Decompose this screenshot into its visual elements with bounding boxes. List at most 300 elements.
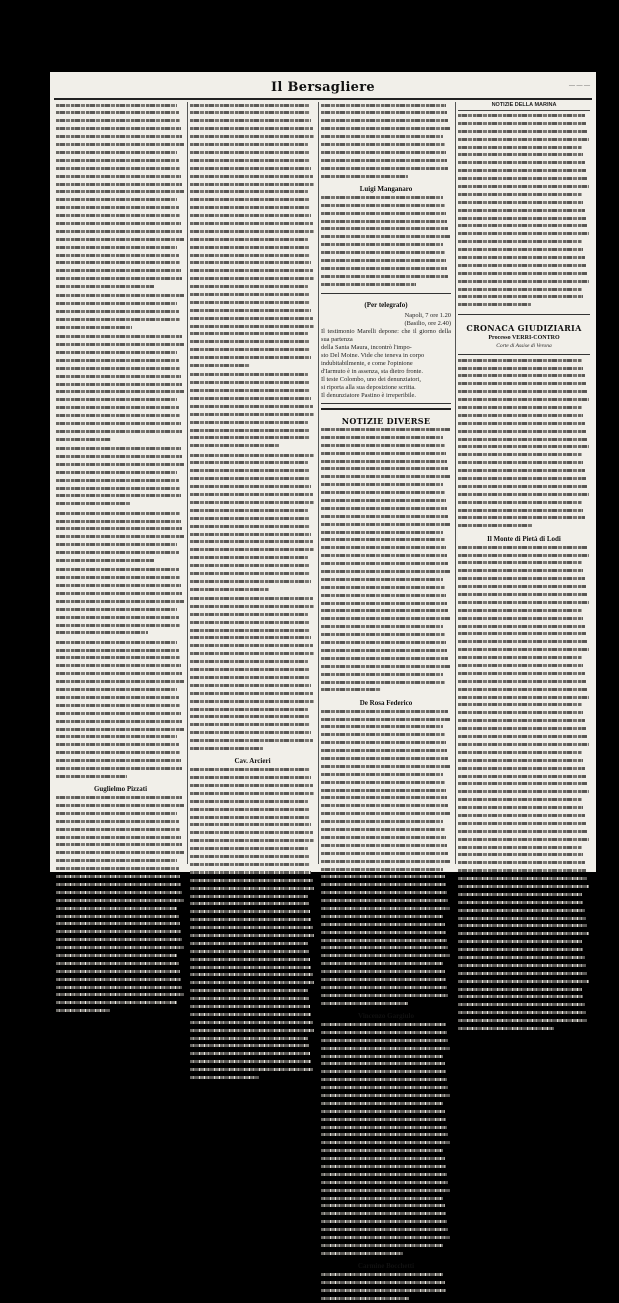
text-line — [458, 295, 590, 301]
text-line — [321, 546, 451, 552]
text-line — [190, 533, 315, 539]
text-line — [458, 735, 590, 741]
text-line — [458, 696, 590, 702]
text-line — [458, 485, 590, 491]
text-line — [56, 343, 185, 349]
text-line — [190, 469, 315, 475]
text-line — [190, 660, 315, 666]
text-line — [458, 680, 590, 686]
text-line — [321, 978, 451, 984]
text-line — [190, 800, 315, 806]
text-line — [56, 576, 185, 582]
text-line — [190, 831, 315, 837]
text-line — [321, 907, 451, 913]
notizie-diverse-heading: NOTIZIE DIVERSE — [341, 416, 431, 426]
text-line — [190, 855, 315, 861]
text-line — [321, 220, 451, 226]
article-heading: De Rosa Federico — [359, 698, 413, 707]
text-line — [458, 917, 590, 923]
text-line — [321, 789, 451, 795]
text-line — [56, 143, 185, 149]
text-line — [321, 251, 451, 257]
text-line — [458, 632, 590, 638]
text-line — [321, 1281, 451, 1287]
text-line — [458, 177, 590, 183]
text-line — [458, 909, 590, 915]
text-line — [321, 151, 451, 157]
text-line — [190, 548, 315, 554]
text-line — [321, 844, 451, 850]
text-line — [458, 822, 590, 828]
text-line — [56, 222, 185, 228]
text-line — [56, 551, 185, 557]
text-line — [321, 523, 451, 529]
text-line — [190, 902, 315, 908]
text-line — [321, 135, 451, 141]
text-line — [190, 731, 315, 737]
article-paragraph — [190, 454, 315, 594]
text-line — [458, 972, 590, 978]
text-line — [458, 798, 590, 804]
text-line — [56, 335, 185, 341]
text-line — [458, 767, 590, 773]
text-line — [56, 390, 185, 396]
text-line — [56, 843, 185, 849]
text-line — [190, 293, 315, 299]
text-line — [458, 430, 590, 436]
text-line — [458, 469, 590, 475]
text-line — [190, 540, 315, 546]
text-line — [321, 1252, 451, 1258]
text-line — [190, 1052, 315, 1058]
text-line — [458, 138, 590, 144]
text-line — [56, 820, 185, 826]
text-line — [321, 235, 451, 241]
text-line — [190, 644, 315, 650]
text-line — [321, 1086, 451, 1092]
text-line — [56, 559, 185, 565]
text-line — [321, 649, 451, 655]
text-line — [190, 629, 315, 635]
text-line — [190, 525, 315, 531]
text-line — [190, 230, 315, 236]
text-line — [321, 1039, 451, 1045]
section-heading: NOTIZIE DELLA MARINA — [458, 102, 590, 111]
text-line — [321, 594, 451, 600]
text-line — [321, 491, 451, 497]
text-line — [321, 1157, 451, 1163]
article-paragraph — [458, 359, 590, 531]
text-line — [458, 224, 590, 230]
text-line — [458, 390, 590, 396]
text-line — [190, 823, 315, 829]
text-line — [321, 1212, 451, 1218]
text-line — [190, 493, 315, 499]
article-paragraph — [321, 710, 451, 1008]
text-line — [458, 217, 590, 223]
text-line — [321, 467, 451, 473]
text-line — [190, 768, 315, 774]
text-line — [56, 494, 185, 500]
text-line — [190, 151, 315, 157]
text-line — [458, 869, 590, 875]
notizie-diverse — [321, 408, 451, 695]
text-line — [321, 1031, 451, 1037]
text-line — [458, 280, 590, 286]
text-line — [56, 512, 185, 518]
text-line — [190, 340, 315, 346]
text-line — [458, 711, 590, 717]
text-line — [458, 940, 590, 946]
text-line — [321, 531, 451, 537]
text-line — [190, 942, 315, 948]
text-line — [190, 135, 315, 141]
text-line — [321, 923, 451, 929]
text-line — [458, 477, 590, 483]
text-line — [458, 1003, 590, 1009]
text-line — [56, 214, 185, 220]
text-line — [56, 1009, 185, 1015]
text-line — [190, 621, 315, 627]
text-line — [190, 254, 315, 260]
text-line — [458, 838, 590, 844]
text-line — [458, 956, 590, 962]
text-line — [321, 804, 451, 810]
text-line — [321, 460, 451, 466]
text-line — [321, 143, 451, 149]
text-line — [56, 735, 185, 741]
text-line — [56, 656, 185, 662]
text-line — [190, 429, 315, 435]
text-line — [190, 652, 315, 658]
text-line — [458, 248, 590, 254]
text-line — [190, 981, 315, 987]
text-line — [56, 543, 185, 549]
text-line — [56, 455, 185, 461]
telegram-line: della Santa Maura, incontrò l'impo- — [321, 344, 412, 351]
text-line — [190, 684, 315, 690]
text-line — [321, 283, 451, 289]
text-line — [458, 948, 590, 954]
text-line — [56, 535, 185, 541]
text-line — [458, 1019, 590, 1025]
text-line — [458, 146, 590, 152]
text-line — [458, 169, 590, 175]
text-line — [56, 430, 185, 436]
text-line — [458, 585, 590, 591]
text-line — [190, 887, 315, 893]
text-line — [56, 1001, 185, 1007]
text-line — [321, 1189, 451, 1195]
text-line — [321, 820, 451, 826]
text-line — [190, 863, 315, 869]
text-line — [458, 664, 590, 670]
text-line — [321, 1244, 451, 1250]
text-line — [321, 733, 451, 739]
text-line — [56, 438, 185, 444]
text-line — [190, 1060, 315, 1066]
text-line — [321, 741, 451, 747]
text-line — [56, 891, 185, 897]
text-line — [190, 723, 315, 729]
text-line — [458, 577, 590, 583]
text-line — [458, 830, 590, 836]
text-line — [190, 461, 315, 467]
text-line — [56, 190, 185, 196]
text-line — [190, 997, 315, 1003]
text-line — [458, 672, 590, 678]
text-line — [458, 901, 590, 907]
text-line — [56, 728, 185, 734]
text-line — [190, 871, 315, 877]
text-line — [56, 915, 185, 921]
text-line — [458, 703, 590, 709]
text-line — [56, 302, 185, 308]
text-line — [56, 812, 185, 818]
text-line — [190, 421, 315, 427]
text-line — [458, 688, 590, 694]
text-line — [321, 104, 451, 110]
text-line — [321, 586, 451, 592]
text-line — [458, 877, 590, 883]
column-2 — [190, 102, 315, 864]
text-line — [321, 875, 451, 881]
text-line — [56, 775, 185, 781]
text-line — [56, 836, 185, 842]
text-line — [458, 617, 590, 623]
text-line — [190, 588, 315, 594]
text-line — [458, 759, 590, 765]
text-line — [458, 382, 590, 388]
text-line — [56, 277, 185, 283]
text-line — [321, 883, 451, 889]
text-line — [458, 719, 590, 725]
text-line — [458, 964, 590, 970]
text-line — [190, 246, 315, 252]
text-line — [56, 183, 185, 189]
text-line — [458, 367, 590, 373]
text-line — [56, 767, 185, 773]
text-line — [190, 816, 315, 822]
text-line — [321, 119, 451, 125]
text-line — [321, 1047, 451, 1053]
text-line — [56, 326, 185, 332]
text-line — [321, 1297, 451, 1303]
text-line — [190, 104, 315, 110]
telegram-line: Il denunziatore Pastino è irreperibile. — [321, 392, 416, 399]
text-line — [190, 1044, 315, 1050]
text-line — [190, 676, 315, 682]
text-line — [56, 119, 185, 125]
text-line — [321, 1197, 451, 1203]
text-line — [190, 918, 315, 924]
text-line — [458, 782, 590, 788]
text-line — [321, 475, 451, 481]
text-line — [56, 859, 185, 865]
text-line — [458, 122, 590, 128]
text-line — [458, 790, 590, 796]
text-line — [190, 413, 315, 419]
text-line — [321, 1165, 451, 1171]
text-line — [56, 159, 185, 165]
text-line — [56, 899, 185, 905]
text-line — [321, 986, 451, 992]
text-line — [56, 938, 185, 944]
text-line — [458, 546, 590, 552]
telegram-line: Il teste Colombo, uno dei denunziatori, — [321, 376, 421, 383]
text-line — [56, 804, 185, 810]
text-line — [321, 499, 451, 505]
masthead-edge-note: — — — — [569, 83, 590, 89]
text-line — [190, 989, 315, 995]
text-line — [321, 275, 451, 281]
text-line — [190, 381, 315, 387]
text-line — [190, 926, 315, 932]
text-line — [190, 454, 315, 460]
text-line — [56, 978, 185, 984]
text-line — [458, 398, 590, 404]
text-line — [56, 624, 185, 630]
text-line — [56, 151, 185, 157]
text-line — [321, 1149, 451, 1155]
text-line — [190, 572, 315, 578]
text-line — [458, 751, 590, 757]
text-line — [321, 812, 451, 818]
telegram-line: (Basilio, ore 2.40) — [404, 320, 451, 327]
section-subtitle: Processo VERRI-CONTRO — [488, 334, 560, 341]
text-line — [321, 710, 451, 716]
text-line — [321, 860, 451, 866]
text-line — [321, 1062, 451, 1068]
text-line — [321, 891, 451, 897]
text-line — [56, 127, 185, 133]
text-line — [56, 310, 185, 316]
article-heading: Guglielmo Pizzati — [93, 785, 148, 794]
text-line — [56, 672, 185, 678]
text-line — [190, 613, 315, 619]
text-line — [56, 688, 185, 694]
text-line — [190, 269, 315, 275]
text-line — [321, 1126, 451, 1132]
text-line — [321, 1273, 451, 1279]
text-line — [190, 261, 315, 267]
text-line — [321, 625, 451, 631]
text-line — [56, 867, 185, 873]
text-line — [56, 641, 185, 647]
text-line — [190, 958, 315, 964]
text-line — [190, 119, 315, 125]
text-line — [458, 438, 590, 444]
text-line — [458, 1011, 590, 1017]
text-line — [321, 204, 451, 210]
section-title: CRONACA GIUDIZIARIA — [466, 322, 582, 333]
text-line — [321, 899, 451, 905]
text-line — [458, 593, 590, 599]
text-line — [190, 509, 315, 515]
text-line — [190, 776, 315, 782]
text-line — [458, 414, 590, 420]
text-line — [190, 792, 315, 798]
text-line — [56, 375, 185, 381]
text-line — [190, 580, 315, 586]
article-paragraph — [56, 335, 185, 444]
telegram-line: sto Del Moine. Vide che teneva in corpo — [321, 352, 425, 359]
text-line — [321, 562, 451, 568]
text-line — [458, 814, 590, 820]
text-line — [458, 806, 590, 812]
article-paragraph — [321, 1273, 451, 1303]
text-line — [56, 230, 185, 236]
text-line — [458, 516, 590, 522]
article-paragraph — [56, 512, 185, 566]
text-line — [321, 725, 451, 731]
text-line — [321, 1181, 451, 1187]
article-heading: Vincenzo Gargiulo — [358, 1011, 414, 1020]
text-line — [56, 406, 185, 412]
text-line — [321, 1204, 451, 1210]
article-paragraph — [321, 1023, 451, 1258]
text-line — [56, 447, 185, 453]
text-line — [56, 294, 185, 300]
text-line — [190, 111, 315, 117]
article-heading: Luigi Manganaro — [359, 184, 413, 193]
text-line — [190, 477, 315, 483]
text-line — [458, 240, 590, 246]
article-paragraph — [321, 428, 451, 695]
text-line — [321, 570, 451, 576]
text-line — [190, 364, 315, 370]
text-line — [458, 640, 590, 646]
masthead-rule — [54, 98, 592, 100]
text-line — [56, 946, 185, 952]
text-line — [190, 715, 315, 721]
text-line — [56, 318, 185, 324]
text-line — [458, 445, 590, 451]
text-line — [321, 1055, 451, 1061]
text-line — [56, 696, 185, 702]
article-paragraph — [190, 104, 315, 371]
text-line — [458, 743, 590, 749]
text-line — [190, 1076, 315, 1082]
text-line — [321, 796, 451, 802]
telegram-line: si riporta alla sua deposizione scritta. — [321, 384, 416, 391]
text-line — [321, 159, 451, 165]
text-line — [190, 556, 315, 562]
article-paragraph — [321, 104, 451, 181]
text-line — [458, 924, 590, 930]
text-line — [458, 656, 590, 662]
text-line — [190, 206, 315, 212]
text-line — [321, 602, 451, 608]
section-court: Corte di Assise di Verona — [496, 342, 552, 349]
text-line — [56, 712, 185, 718]
text-line — [56, 759, 185, 765]
text-line — [321, 554, 451, 560]
masthead — [50, 80, 596, 96]
text-line — [321, 1141, 451, 1147]
text-line — [56, 584, 185, 590]
article-paragraph — [321, 196, 451, 289]
text-line — [190, 198, 315, 204]
text-line — [321, 828, 451, 834]
text-line — [56, 954, 185, 960]
text-line — [56, 383, 185, 389]
text-line — [56, 883, 185, 889]
text-line — [56, 986, 185, 992]
text-line — [321, 483, 451, 489]
text-line — [190, 436, 315, 442]
text-line — [321, 196, 451, 202]
